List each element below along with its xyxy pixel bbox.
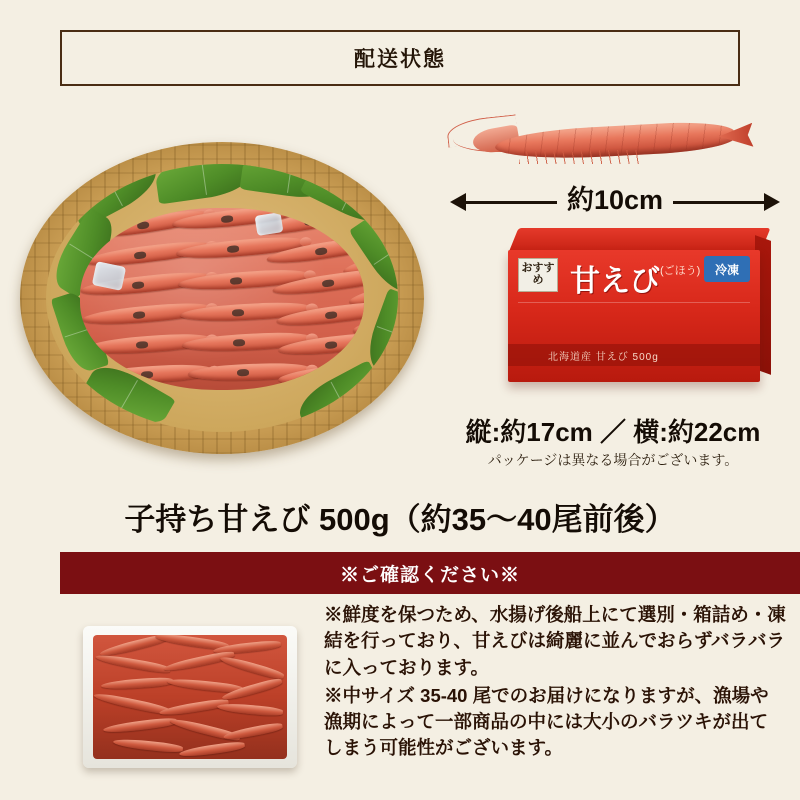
shrimp <box>223 721 284 741</box>
package-band-text: 北海道産 甘えび 500g <box>548 352 659 363</box>
shrimp-tray <box>83 626 297 768</box>
notice-line: ※鮮度を保つため、水揚げ後船上にて選別・箱詰め・凍結を行っており、甘えびは綺麗に並んでおらずバラバラに入っております。 <box>324 604 786 678</box>
package-divider <box>518 302 750 303</box>
package-product-name: 甘えび <box>570 265 660 298</box>
shrimp-pile <box>80 208 364 390</box>
arrow-measure-label: 約10cm <box>557 185 673 215</box>
ice-cube <box>255 212 284 236</box>
tray-photo <box>60 594 320 800</box>
page-title: 配送状態 <box>354 48 446 71</box>
bamboo-basket <box>20 142 424 454</box>
package-front <box>508 250 760 382</box>
notice-panel <box>60 552 800 800</box>
single-shrimp-photo <box>455 108 775 178</box>
package-size-note: パッケージは異なる場合がございます。 <box>487 452 739 468</box>
shrimp <box>101 676 173 690</box>
notice-header <box>60 552 800 594</box>
shrimp <box>219 654 285 681</box>
notice-text-block <box>320 594 800 800</box>
shrimp <box>179 740 246 758</box>
shrimp <box>103 717 178 735</box>
width-measure-arrow <box>450 186 780 218</box>
package-size-text: 縦:約17cm ／ 横:約22cm <box>465 417 761 447</box>
notice-line: ※中サイズ 35-40 尾でのお届けになりますが、漁場や漁期によって一部商品の中には大小のバラツキが出てしまう可能性がございます。 <box>324 684 769 759</box>
package-product-subname: (ごほう) <box>660 265 701 277</box>
package-recommend-tag: おすすめ <box>518 258 558 292</box>
basket-interior <box>46 164 398 432</box>
shrimp <box>113 737 184 753</box>
package-frozen-badge: 冷凍 <box>704 256 750 282</box>
header-banner <box>60 30 740 86</box>
shrimp <box>217 702 284 717</box>
shrimp-legs <box>519 150 639 164</box>
shrimp <box>95 652 171 674</box>
notice-heading: ※ご確認ください※ <box>339 564 520 586</box>
basket-photo <box>8 108 438 468</box>
product-package <box>508 228 774 400</box>
notice-body <box>60 594 800 800</box>
arrow-measure-label-wrap <box>450 178 780 217</box>
tray-interior <box>93 635 287 759</box>
product-title: 子持ち甘えび 500g（約35〜40尾前後） <box>124 502 676 537</box>
